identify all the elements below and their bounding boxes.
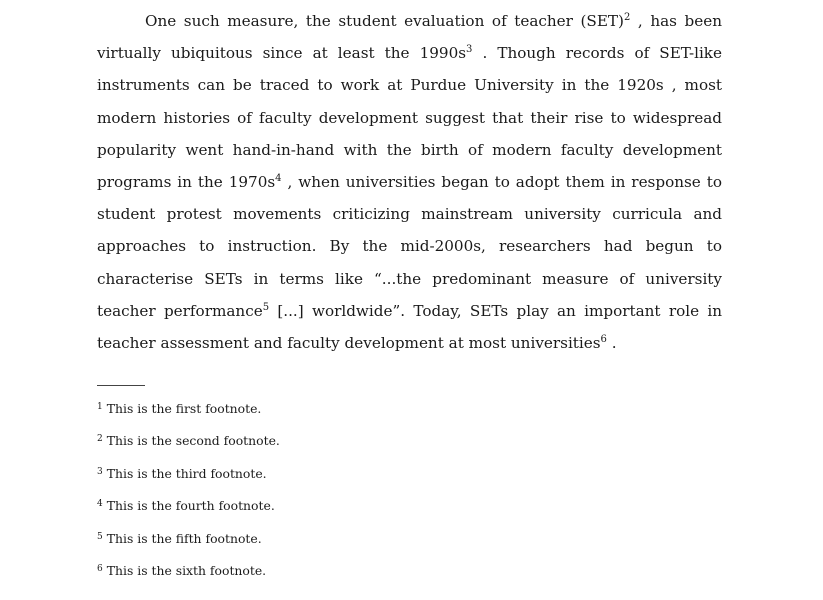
footnote-item xyxy=(97,556,280,588)
footnote-mark: 5 xyxy=(97,531,103,542)
footnote-ref[interactable]: 6 xyxy=(600,334,607,346)
footnote-mark: 2 xyxy=(97,434,103,445)
body-paragraph xyxy=(97,5,722,359)
footnote-item xyxy=(97,524,280,556)
footnote-mark: 1 xyxy=(97,402,103,412)
footnote-text: This is the fifth footnote. xyxy=(106,530,262,546)
footnote-item xyxy=(97,459,280,491)
footnote-text: This is the fourth footnote. xyxy=(106,498,275,514)
footnote-mark: 6 xyxy=(97,564,103,575)
paragraph-text: , has been virtually ubiquitous since at least the 1990s xyxy=(97,12,722,63)
footnote-item xyxy=(97,426,280,458)
footnote-ref[interactable]: 2 xyxy=(623,12,631,23)
footnote-ref[interactable]: 5 xyxy=(262,301,270,313)
footnote-text: This is the third footnote. xyxy=(106,465,267,481)
footnote-text: This is the second footnote. xyxy=(106,433,280,449)
footnote-ref[interactable]: 3 xyxy=(466,44,473,56)
footnote-item xyxy=(97,394,280,426)
paragraph-text: [...] worldwide”. Today, SETs play an important role in teacher assessment and faculty development at most universities xyxy=(97,301,722,353)
paragraph-text: One such measure, the student evaluation of teacher (SET) xyxy=(145,12,624,30)
footnote-list xyxy=(97,394,280,588)
paragraph-text: . xyxy=(606,334,617,353)
footnote-ref[interactable]: 4 xyxy=(275,173,282,185)
footnote-mark: 4 xyxy=(97,499,103,510)
footnote-mark: 3 xyxy=(97,466,103,477)
footnote-text: This is the sixth footnote. xyxy=(106,563,267,579)
footnote-separator xyxy=(97,385,145,386)
footnote-item xyxy=(97,491,280,523)
paragraph-text: . Though records of SET-like instruments can be traced to work at Purdue University in the 1920s , most modern histories of faculty development suggest that their rise to widespread popularity went hand-in-hand with the birth of modern faculty development programs in the 1970s xyxy=(97,44,722,192)
paragraph-text: , when universities began to adopt them in response to student protest movements criticizing mainstream university curricula and approaches to instruction. By the mid-2000s, researchers had begun to characterise SETs in terms like “...the predominant measure of university teacher performance xyxy=(97,173,722,320)
footnote-text: This is the first footnote. xyxy=(106,401,262,416)
